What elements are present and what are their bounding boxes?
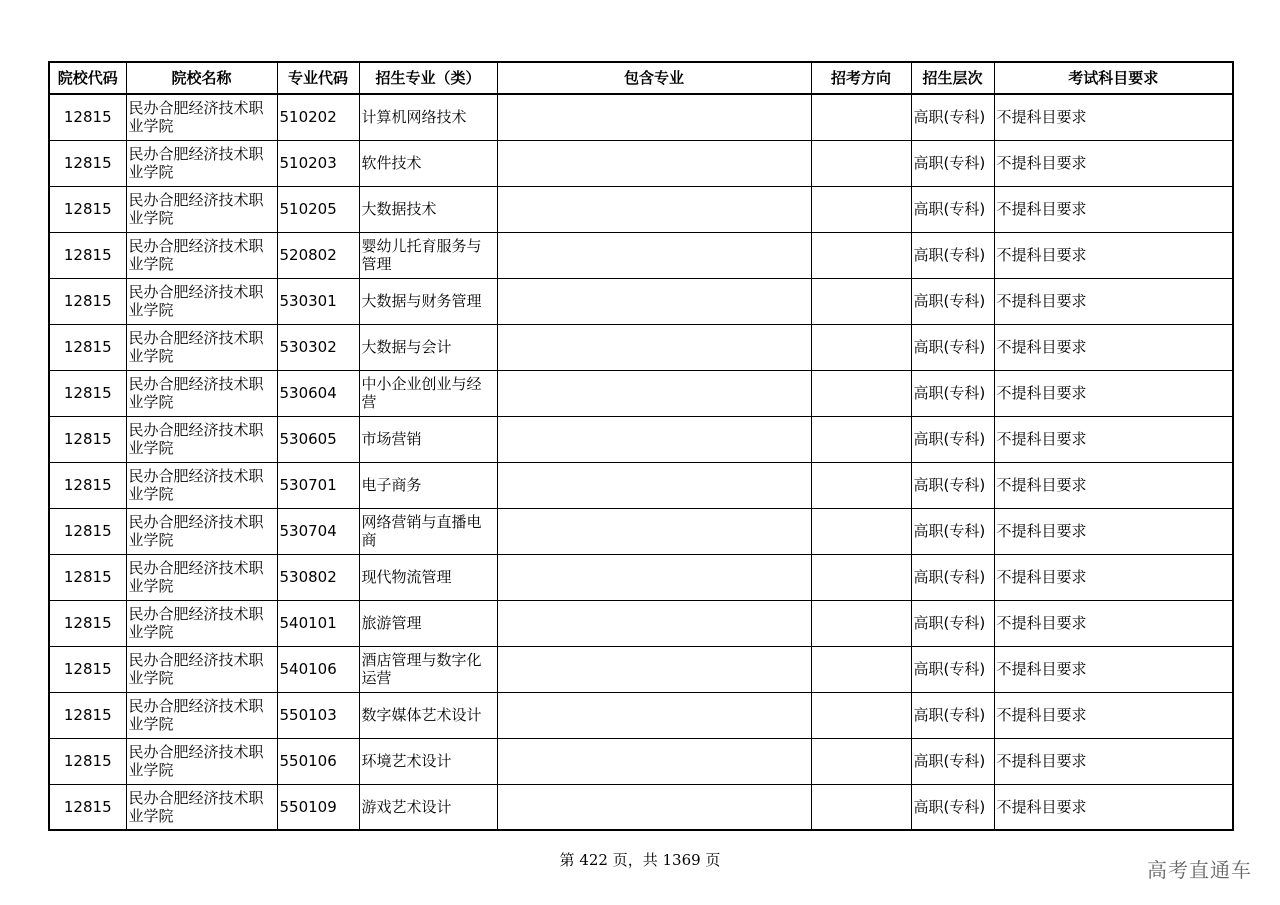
cell-includes <box>497 186 811 232</box>
cell-major-code: 540106 <box>277 646 359 692</box>
cell-requirement: 不提科目要求 <box>994 416 1233 462</box>
page-number: 第 422 页，共 1369 页 <box>559 851 721 869</box>
cell-level: 高职(专科) <box>911 324 994 370</box>
cell-major: 大数据与会计 <box>359 324 497 370</box>
cell-school-code: 12815 <box>49 232 126 278</box>
cell-major-code: 520802 <box>277 232 359 278</box>
header-level: 招生层次 <box>911 62 994 94</box>
cell-major: 网络营销与直播电商 <box>359 508 497 554</box>
cell-includes <box>497 278 811 324</box>
cell-major: 旅游管理 <box>359 600 497 646</box>
cell-school-code: 12815 <box>49 370 126 416</box>
cell-direction <box>811 554 911 600</box>
cell-requirement: 不提科目要求 <box>994 692 1233 738</box>
cell-level: 高职(专科) <box>911 232 994 278</box>
header-direction: 招考方向 <box>811 62 911 94</box>
cell-requirement: 不提科目要求 <box>994 186 1233 232</box>
cell-requirement: 不提科目要求 <box>994 324 1233 370</box>
cell-includes <box>497 784 811 830</box>
cell-school-name: 民办合肥经济技术职业学院 <box>126 324 277 370</box>
cell-direction <box>811 370 911 416</box>
cell-includes <box>497 324 811 370</box>
cell-requirement: 不提科目要求 <box>994 508 1233 554</box>
cell-includes <box>497 140 811 186</box>
header-school-code: 院校代码 <box>49 62 126 94</box>
cell-includes <box>497 94 811 140</box>
header-major: 招生专业（类） <box>359 62 497 94</box>
cell-school-name: 民办合肥经济技术职业学院 <box>126 232 277 278</box>
cell-direction <box>811 140 911 186</box>
table-row <box>49 738 1233 784</box>
cell-school-name: 民办合肥经济技术职业学院 <box>126 140 277 186</box>
cell-school-name: 民办合肥经济技术职业学院 <box>126 646 277 692</box>
cell-major: 市场营销 <box>359 416 497 462</box>
cell-school-code: 12815 <box>49 140 126 186</box>
cell-school-name: 民办合肥经济技术职业学院 <box>126 692 277 738</box>
header-includes: 包含专业 <box>497 62 811 94</box>
cell-level: 高职(专科) <box>911 416 994 462</box>
cell-major: 现代物流管理 <box>359 554 497 600</box>
cell-school-code: 12815 <box>49 462 126 508</box>
cell-level: 高职(专科) <box>911 186 994 232</box>
cell-major-code: 530701 <box>277 462 359 508</box>
cell-direction <box>811 278 911 324</box>
table-row <box>49 416 1233 462</box>
cell-level: 高职(专科) <box>911 600 994 646</box>
table-row <box>49 186 1233 232</box>
cell-includes <box>497 646 811 692</box>
cell-level: 高职(专科) <box>911 370 994 416</box>
cell-major-code: 530302 <box>277 324 359 370</box>
table-row <box>49 232 1233 278</box>
header-requirement: 考试科目要求 <box>994 62 1233 94</box>
cell-school-name: 民办合肥经济技术职业学院 <box>126 784 277 830</box>
cell-school-name: 民办合肥经济技术职业学院 <box>126 186 277 232</box>
cell-school-name: 民办合肥经济技术职业学院 <box>126 94 277 140</box>
cell-direction <box>811 232 911 278</box>
cell-requirement: 不提科目要求 <box>994 600 1233 646</box>
cell-major: 婴幼儿托育服务与管理 <box>359 232 497 278</box>
table-row <box>49 600 1233 646</box>
cell-major-code: 550109 <box>277 784 359 830</box>
cell-major: 数字媒体艺术设计 <box>359 692 497 738</box>
cell-level: 高职(专科) <box>911 554 994 600</box>
cell-school-name: 民办合肥经济技术职业学院 <box>126 278 277 324</box>
cell-major-code: 550103 <box>277 692 359 738</box>
table-row <box>49 508 1233 554</box>
table-row <box>49 140 1233 186</box>
cell-school-code: 12815 <box>49 692 126 738</box>
cell-requirement: 不提科目要求 <box>994 94 1233 140</box>
cell-school-name: 民办合肥经济技术职业学院 <box>126 508 277 554</box>
cell-requirement: 不提科目要求 <box>994 140 1233 186</box>
table-row <box>49 94 1233 140</box>
cell-major-code: 530301 <box>277 278 359 324</box>
cell-school-code: 12815 <box>49 186 126 232</box>
cell-major-code: 530802 <box>277 554 359 600</box>
cell-includes <box>497 600 811 646</box>
cell-requirement: 不提科目要求 <box>994 738 1233 784</box>
cell-major-code: 540101 <box>277 600 359 646</box>
cell-direction <box>811 600 911 646</box>
cell-school-code: 12815 <box>49 600 126 646</box>
cell-includes <box>497 462 811 508</box>
cell-includes <box>497 692 811 738</box>
table-row <box>49 692 1233 738</box>
table-row <box>49 554 1233 600</box>
cell-school-name: 民办合肥经济技术职业学院 <box>126 600 277 646</box>
cell-major-code: 510205 <box>277 186 359 232</box>
cell-major: 大数据技术 <box>359 186 497 232</box>
cell-major-code: 550106 <box>277 738 359 784</box>
cell-major-code: 510203 <box>277 140 359 186</box>
cell-level: 高职(专科) <box>911 140 994 186</box>
header-major-code: 专业代码 <box>277 62 359 94</box>
cell-major: 大数据与财务管理 <box>359 278 497 324</box>
cell-school-name: 民办合肥经济技术职业学院 <box>126 370 277 416</box>
cell-school-code: 12815 <box>49 646 126 692</box>
cell-level: 高职(专科) <box>911 94 994 140</box>
cell-requirement: 不提科目要求 <box>994 784 1233 830</box>
cell-direction <box>811 508 911 554</box>
cell-school-code: 12815 <box>49 738 126 784</box>
cell-requirement: 不提科目要求 <box>994 646 1233 692</box>
cell-direction <box>811 784 911 830</box>
cell-direction <box>811 462 911 508</box>
table-header-row <box>49 62 1233 94</box>
cell-school-code: 12815 <box>49 508 126 554</box>
cell-school-name: 民办合肥经济技术职业学院 <box>126 462 277 508</box>
cell-major-code: 530605 <box>277 416 359 462</box>
cell-major: 电子商务 <box>359 462 497 508</box>
cell-level: 高职(专科) <box>911 692 994 738</box>
cell-requirement: 不提科目要求 <box>994 554 1233 600</box>
cell-school-code: 12815 <box>49 784 126 830</box>
cell-level: 高职(专科) <box>911 738 994 784</box>
header-school-name: 院校名称 <box>126 62 277 94</box>
cell-major-code: 510202 <box>277 94 359 140</box>
cell-school-code: 12815 <box>49 554 126 600</box>
cell-level: 高职(专科) <box>911 646 994 692</box>
table-row <box>49 646 1233 692</box>
cell-school-code: 12815 <box>49 324 126 370</box>
cell-school-name: 民办合肥经济技术职业学院 <box>126 554 277 600</box>
cell-major: 酒店管理与数字化运营 <box>359 646 497 692</box>
cell-major-code: 530604 <box>277 370 359 416</box>
cell-direction <box>811 646 911 692</box>
cell-requirement: 不提科目要求 <box>994 278 1233 324</box>
cell-requirement: 不提科目要求 <box>994 232 1233 278</box>
cell-direction <box>811 186 911 232</box>
cell-requirement: 不提科目要求 <box>994 462 1233 508</box>
cell-school-name: 民办合肥经济技术职业学院 <box>126 416 277 462</box>
cell-major: 环境艺术设计 <box>359 738 497 784</box>
cell-includes <box>497 738 811 784</box>
table-row <box>49 324 1233 370</box>
table-row <box>49 370 1233 416</box>
cell-direction <box>811 416 911 462</box>
watermark: 高考直通车 <box>1147 858 1252 882</box>
cell-direction <box>811 94 911 140</box>
cell-school-code: 12815 <box>49 94 126 140</box>
cell-direction <box>811 738 911 784</box>
cell-requirement: 不提科目要求 <box>994 370 1233 416</box>
cell-level: 高职(专科) <box>911 462 994 508</box>
cell-direction <box>811 324 911 370</box>
cell-major: 软件技术 <box>359 140 497 186</box>
admissions-table <box>48 61 1234 831</box>
cell-major-code: 530704 <box>277 508 359 554</box>
cell-level: 高职(专科) <box>911 508 994 554</box>
cell-includes <box>497 508 811 554</box>
cell-major: 游戏艺术设计 <box>359 784 497 830</box>
table-body <box>49 94 1233 830</box>
cell-includes <box>497 416 811 462</box>
cell-direction <box>811 692 911 738</box>
cell-includes <box>497 232 811 278</box>
cell-school-code: 12815 <box>49 416 126 462</box>
cell-includes <box>497 370 811 416</box>
cell-school-name: 民办合肥经济技术职业学院 <box>126 738 277 784</box>
cell-level: 高职(专科) <box>911 784 994 830</box>
cell-level: 高职(专科) <box>911 278 994 324</box>
cell-major: 中小企业创业与经营 <box>359 370 497 416</box>
cell-includes <box>497 554 811 600</box>
cell-major: 计算机网络技术 <box>359 94 497 140</box>
table-row <box>49 784 1233 830</box>
table-row <box>49 278 1233 324</box>
cell-school-code: 12815 <box>49 278 126 324</box>
table-row <box>49 462 1233 508</box>
